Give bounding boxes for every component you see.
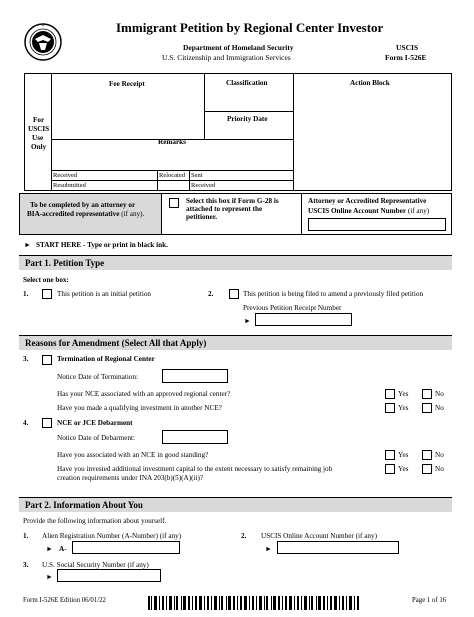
part1-title: Part 1. Petition Type bbox=[25, 258, 105, 268]
start-here-arrow-icon: ► bbox=[24, 241, 31, 249]
a-number-label: Alien Registration Number (A-Number) (if any) bbox=[42, 532, 182, 540]
attorney-left-line2 bbox=[27, 210, 144, 219]
q4b-no-label: No bbox=[435, 465, 444, 473]
part2-intro: Provide the following information about yourself. bbox=[23, 517, 167, 525]
q3b-yes-checkbox[interactable] bbox=[385, 403, 395, 413]
office-divider-a bbox=[51, 74, 52, 190]
q3b-yes-label: Yes bbox=[398, 404, 409, 412]
relocated-label: Relocated bbox=[159, 172, 185, 179]
part1-header bbox=[19, 255, 452, 270]
agency-name: U.S. Citizenship and Immigration Services bbox=[162, 53, 291, 62]
uscis-office-box bbox=[24, 73, 452, 191]
select-one-label: Select one box: bbox=[23, 276, 69, 284]
sent-label: Sent bbox=[191, 172, 203, 179]
office-divider-c bbox=[293, 74, 294, 190]
remarks-label: Remarks bbox=[158, 138, 186, 146]
item3-num: 3. bbox=[23, 355, 29, 363]
online-account-input[interactable] bbox=[277, 541, 399, 554]
online-account-arrow-icon: ► bbox=[265, 545, 272, 553]
form-title: Immigrant Petition by Regional Center Investor bbox=[116, 20, 384, 35]
resubmitted-label: Resubmitted bbox=[53, 182, 86, 189]
online-account-label: USCIS Online Account Number (if any) bbox=[261, 532, 377, 540]
side-label-4: Only bbox=[31, 143, 47, 151]
prev-receipt-arrow-icon: ► bbox=[244, 317, 251, 325]
amend-petition-checkbox[interactable] bbox=[229, 289, 239, 299]
q4a-no-label: No bbox=[435, 451, 444, 459]
action-block-label: Action Block bbox=[350, 79, 390, 87]
p2-item2-num: 2. bbox=[241, 532, 247, 540]
office-divider-d bbox=[157, 170, 158, 190]
side-label-2: USCIS bbox=[28, 125, 50, 133]
attorney-right-line2 bbox=[308, 207, 429, 216]
form-id: Form I-526E bbox=[385, 53, 427, 62]
q3a-no-label: No bbox=[435, 390, 444, 398]
part2-header bbox=[19, 497, 452, 512]
side-label-3: Use bbox=[32, 134, 44, 142]
debarment-date-label: Notice Date of Debarment: bbox=[57, 434, 136, 442]
amendment-header bbox=[19, 335, 452, 350]
q3b-no-checkbox[interactable] bbox=[422, 403, 432, 413]
q3a-yes-label: Yes bbox=[398, 390, 409, 398]
q4b-no-checkbox[interactable] bbox=[422, 464, 432, 474]
prev-receipt-label: Previous Petition Receipt Number bbox=[243, 304, 342, 312]
initial-petition-checkbox[interactable] bbox=[42, 289, 52, 299]
p1-item1-num: 1. bbox=[23, 290, 29, 298]
q3a-no-checkbox[interactable] bbox=[422, 389, 432, 399]
start-here-text: START HERE - Type or print in black ink. bbox=[36, 241, 168, 249]
item4-num: 4. bbox=[23, 419, 29, 427]
amend-petition-label: This petition is being filed to amend a previously filed petition bbox=[243, 290, 424, 298]
agency-short: USCIS bbox=[396, 43, 419, 52]
received2-label: Received bbox=[191, 182, 216, 189]
attorney-right-line2-bold: USCIS Online Account Number bbox=[308, 207, 407, 215]
debarment-label: NCE or JCE Debarment bbox=[57, 419, 133, 427]
q4a-text: Have you associated with an NCE in good standing? bbox=[57, 451, 209, 459]
priority-date-label: Priority Date bbox=[227, 115, 268, 123]
g28-line1: Select this box if Form G-28 is bbox=[186, 197, 279, 205]
q4a-no-checkbox[interactable] bbox=[422, 450, 432, 460]
q3b-text: Have you made a qualifying investment in another NCE? bbox=[57, 404, 222, 412]
classification-label: Classification bbox=[226, 79, 268, 87]
termination-date-input[interactable] bbox=[162, 369, 228, 383]
q4a-yes-checkbox[interactable] bbox=[385, 450, 395, 460]
attorney-right-line2-suffix: (if any) bbox=[406, 207, 430, 215]
p2-item1-num: 1. bbox=[23, 532, 29, 540]
a-number-arrow-icon: ► bbox=[46, 545, 53, 553]
fee-receipt-label: Fee Receipt bbox=[109, 80, 145, 88]
termination-label: Termination of Regional Center bbox=[57, 355, 155, 363]
received-label: Received bbox=[53, 172, 78, 179]
a-number-input[interactable] bbox=[72, 541, 180, 554]
g28-line3: petitioner. bbox=[186, 213, 218, 221]
p2-item3-num: 3. bbox=[23, 561, 29, 569]
barcode bbox=[148, 596, 360, 610]
q3b-no-label: No bbox=[435, 404, 444, 412]
prev-receipt-input[interactable] bbox=[255, 313, 352, 326]
q4b-yes-checkbox[interactable] bbox=[385, 464, 395, 474]
dept-name: Department of Homeland Security bbox=[183, 43, 294, 52]
side-label-1: For bbox=[33, 116, 45, 124]
q4b-text-line1: Have you invested additional investment capital to the extent necessary to satisfy remaining job bbox=[57, 465, 333, 473]
footer-page: Page 1 of 16 bbox=[412, 597, 447, 604]
ssn-label: U.S. Social Security Number (if any) bbox=[42, 561, 149, 569]
dhs-seal bbox=[24, 23, 62, 61]
office-line-1 bbox=[204, 111, 293, 112]
amendment-title: Reasons for Amendment (Select All that Apply) bbox=[25, 338, 207, 348]
q4b-text-line2: creation requirements under INA 203(b)(5)(A)(ii)? bbox=[57, 474, 204, 482]
attorney-left-line1: To be completed by an attorney or bbox=[30, 201, 136, 209]
q4a-yes-label: Yes bbox=[398, 451, 409, 459]
p1-item2-num: 2. bbox=[208, 290, 214, 298]
debarment-checkbox[interactable] bbox=[42, 418, 52, 428]
ssn-input[interactable] bbox=[57, 569, 161, 582]
attorney-account-number-input[interactable] bbox=[308, 218, 446, 231]
ssn-arrow-icon: ► bbox=[46, 573, 53, 581]
attorney-left-line2-bold: BIA-accredited representative bbox=[27, 210, 120, 218]
debarment-date-input[interactable] bbox=[162, 430, 228, 444]
g28-line2: attached to represent the bbox=[186, 205, 263, 213]
office-divider-b bbox=[204, 74, 205, 139]
attorney-left-line2-suffix: (if any). bbox=[119, 210, 145, 218]
part2-title: Part 2. Information About You bbox=[25, 500, 143, 510]
termination-date-label: Notice Date of Termination: bbox=[57, 373, 138, 381]
q4b-yes-label: Yes bbox=[398, 465, 409, 473]
q3a-text: Has your NCE associated with an approved regional center? bbox=[57, 390, 231, 398]
office-line-4 bbox=[51, 180, 293, 181]
office-divider-e bbox=[189, 170, 190, 190]
attorney-right-line1: Attorney or Accredited Representative bbox=[308, 197, 427, 205]
termination-checkbox[interactable] bbox=[42, 355, 52, 365]
q3a-yes-checkbox[interactable] bbox=[385, 389, 395, 399]
footer-edition: Form I-526E Edition 06/01/22 bbox=[23, 597, 106, 604]
a-number-prefix: A- bbox=[59, 545, 67, 553]
g28-checkbox[interactable] bbox=[169, 198, 179, 208]
initial-petition-label: This petition is an initial petition bbox=[57, 290, 152, 298]
